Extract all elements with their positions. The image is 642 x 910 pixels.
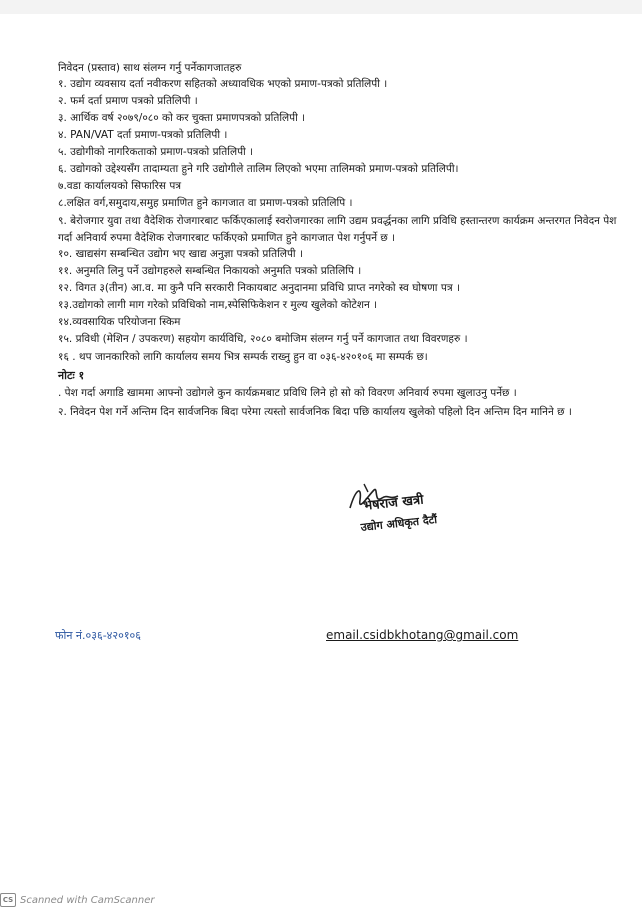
list-item: २. फर्म दर्ता प्रमाण पत्रको प्रतिलिपी । <box>58 95 198 107</box>
list-item: ४. PAN/VAT दर्ता प्रमाण-पत्रको प्रतिलिपी । <box>58 129 228 141</box>
camscanner-logo-icon: CS <box>0 893 16 907</box>
scan-top-edge <box>0 0 642 14</box>
note-item: २. निवेदन पेश गर्ने अन्तिम दिन सार्वजनिक बिदा परेमा त्यस्तो सार्वजनिक बिदा पछि कार्यालय खुलेको पहिलो दिन अन्तिम दिन मानिने छ । <box>58 406 572 418</box>
signature-block <box>330 478 510 558</box>
list-item: १४.व्यवसायिक परियोजना स्किम <box>58 316 181 328</box>
list-item: ५. उद्योगीको नागरिकताको प्रमाण-पत्रको प्रतिलिपी । <box>58 146 254 158</box>
document-body <box>58 60 618 423</box>
list-item: ३. आर्थिक वर्ष २०७९/०८० को कर चुक्ता प्रमाणपत्रको प्रतिलिपी । <box>58 112 306 124</box>
attachments-heading: निवेदन (प्रस्ताव) साथ संलग्न गर्नु पर्नेकागजातहरु <box>58 62 242 74</box>
note-title: नोटः १ <box>58 369 85 382</box>
email-link[interactable]: email.csidbkhotang@gmail.com <box>326 628 519 642</box>
list-item: १०. खाद्यसंग सम्बन्धित उद्योग भए खाद्य अनुज्ञा पत्रको प्रतिलिपी । <box>58 248 303 260</box>
list-item: ११. अनुमति लिनु पर्ने उद्योगहरुले सम्बन्धित निकायको अनुमति पत्रको प्रतिलिपि । <box>58 265 362 277</box>
list-item: ८.लक्षित वर्ग,समुदाय,समुह प्रमाणित हुने कागजात वा प्रमाण-पत्रको प्रतिलिपि । <box>58 197 353 209</box>
signatory-title: उद्योग अधिकृत दैटौं <box>360 512 438 534</box>
list-item: ७.वडा कार्यालयको सिफारिस पत्र <box>58 180 182 192</box>
list-item: १२. विगत ३(तीन) आ.व. मा कुनै पनि सरकारी निकायबाट अनुदानमा प्रविधि प्राप्त नगरेको स्व घोषणा पत्र । <box>58 282 460 294</box>
list-item: ६. उद्योगको उद्देश्यसँग तादाम्यता हुने गरि उद्योगीले तालिम लिएको भएमा तालिमको प्रमाण-पत्रको प्रतिलिपी। <box>58 163 459 175</box>
list-item: १५. प्रविधी (मेशिन / उपकरण) सहयोग कार्यविधि, २०८० बमोजिम संलग्न गर्नु पर्ने कागजात तथा विवरणहरु । <box>58 333 468 345</box>
scanner-watermark-text: Scanned with CamScanner <box>20 894 155 906</box>
note-item: . पेश गर्दा अगाडि खाममा आफ्नो उद्योगले कुन कार्यक्रमबाट प्रविधि लिने हो सो को विवरण अनिवार्य रुपमा खुलाउनु पर्नेछ । <box>58 387 517 399</box>
phone-number: फोन नं.०३६-४२०१०६ <box>55 629 141 642</box>
signatory-name: भेषराज खत्री <box>362 492 425 514</box>
scanner-watermark <box>0 892 155 908</box>
list-item: ९. बेरोजगार युवा तथा वैदेशिक रोजगारबाट फर्किएकालाई स्वरोजगारका लागि उद्यम प्रवर्द्धनका लागि प्रविधि हस्तान्तरण कार्यक्रम अन्तरगत निवेदन पेश गर्दा अनिवार्य रुपमा वैदेशिक रोजगारबाट फर्किएको प्रमाणित हुने कागजात पेश गर्नुपर्ने छ । <box>58 215 617 244</box>
list-item: १६ . थप जानकारिको लागि कार्यालय समय भित्र सम्पर्क राख्नु हुन वा ०३६-४२०१०६ मा सम्पर्क छ। <box>58 351 428 363</box>
list-item: १. उद्योग व्यवसाय दर्ता नवीकरण सहितको अध्यावधिक भएको प्रमाण-पत्रको प्रतिलिपी । <box>58 78 388 90</box>
list-item: १३.उद्योगको लागी माग गरेको प्रविधिको नाम,स्पेसिफिकेशन र मुल्य खुलेको कोटेशन । <box>58 299 378 311</box>
